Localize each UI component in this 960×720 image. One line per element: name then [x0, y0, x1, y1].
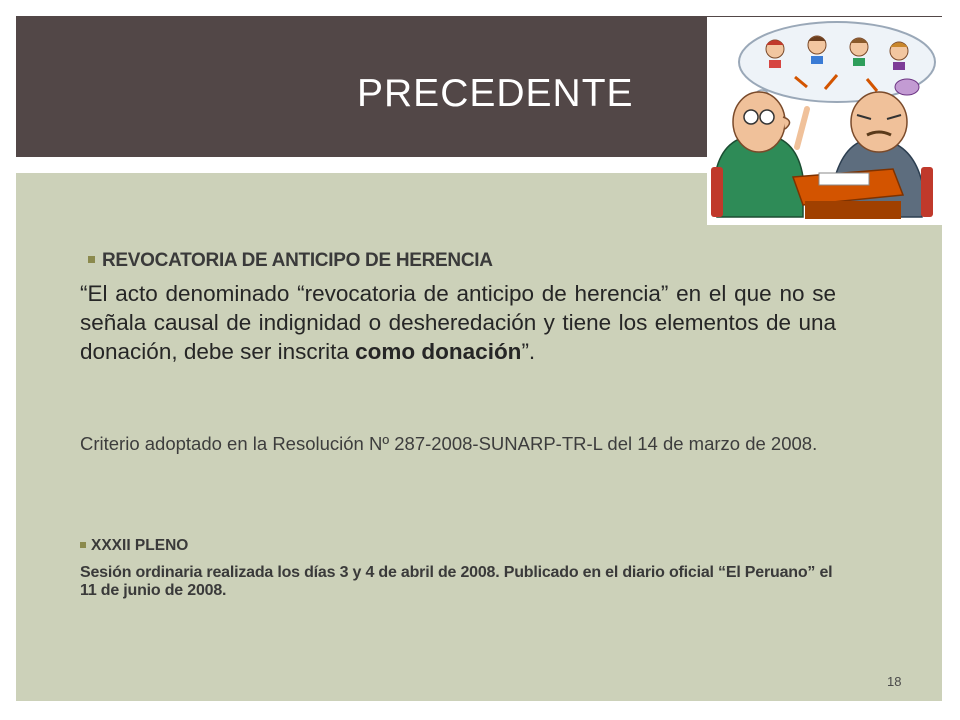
quote-paragraph	[80, 279, 836, 366]
criterio-text: Criterio adoptado en la Resolución Nº 287-2008-SUNARP-TR-L del 14 de marzo de 2008.	[80, 433, 818, 454]
section-heading-pleno: XXXII PLENO	[91, 537, 189, 554]
quote-bold-text: como donación	[355, 339, 522, 364]
quote-end-text: ”.	[521, 339, 536, 364]
square-bullet-icon	[88, 256, 95, 263]
page-number: 18	[887, 674, 902, 689]
two-men-discussing-illustration	[707, 17, 943, 225]
quote-text: “El acto denominado “revocatoria de anticipo de herencia” en el que no se señala causal de indignidad o desheredación y tiene los elementos de una donación, debe ser inscrita	[80, 281, 836, 364]
square-bullet-icon	[80, 542, 86, 548]
session-text: Sesión ordinaria realizada los días 3 y 4 de abril de 2008. Publicado en el diario oficial “El Peruano” el 11 de junio de 2008.	[80, 564, 833, 599]
section-heading-revocatoria: REVOCATORIA DE ANTICIPO DE HERENCIA	[102, 250, 493, 271]
slide-title: PRECEDENTE	[357, 72, 634, 115]
